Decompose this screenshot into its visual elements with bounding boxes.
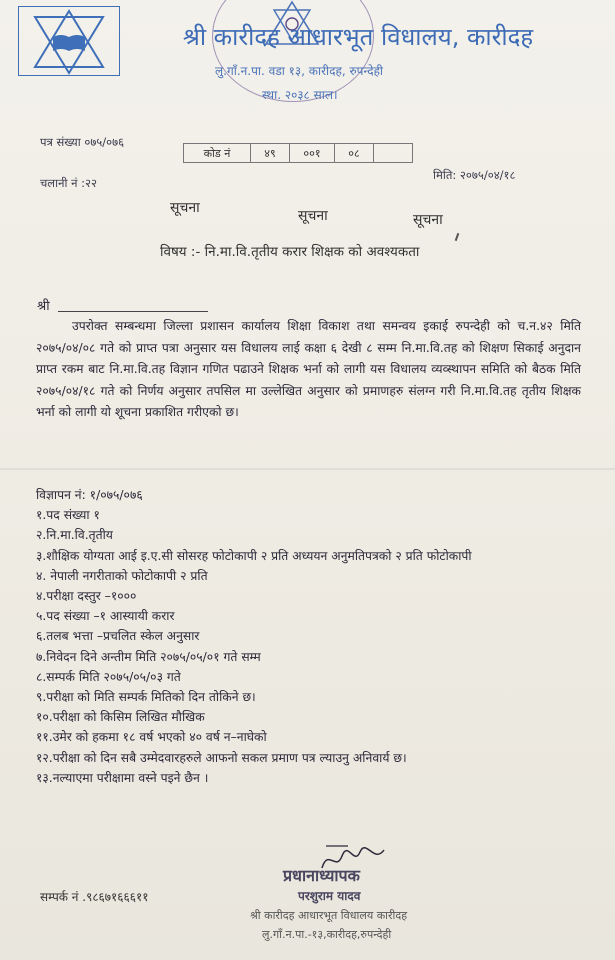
code-part: ४९ — [251, 144, 290, 162]
code-part — [374, 144, 412, 162]
list-item: ३.शौक्षिक योग्यता आई इ.ए.सी सोसरह फोटोकापी २ प्रति अध्ययन अनुमतिपत्रको २ प्रति फोटोकापी — [36, 548, 472, 563]
list-item: ९.परीक्षा को मिति सम्पर्क मितिको दिन तोकिने छ। — [36, 690, 256, 705]
established-year: स्था. २०३८ साल। — [262, 88, 338, 102]
letter-date: मिति: २०७५/०४/१८ — [433, 168, 516, 182]
requirements-list — [36, 485, 581, 788]
notice-heading: सूचना — [170, 200, 200, 216]
list-item: ४.परीक्षा दस्तुर –१००० — [36, 589, 137, 604]
dispatch-number: चलानी नं :२२ — [40, 176, 97, 190]
notice-heading: सूचना — [298, 208, 328, 224]
addressee: श्री — [37, 299, 50, 314]
list-item: ८.सम्पर्क मिति २०७५/०५/०३ गते — [36, 669, 181, 684]
book-star-icon — [19, 7, 119, 75]
list-item: ११.उमेर को हकमा १८ वर्ष भएको ४० वर्ष न–नाघेको — [36, 730, 267, 745]
letter-number: पत्र संख्या ०७५/०७६ — [40, 135, 125, 149]
school-logo — [18, 6, 120, 76]
body-paragraph — [36, 316, 581, 424]
list-item: २.नि.मा.वि.तृतीय — [36, 528, 113, 543]
body-text: उपरोक्त सम्बन्धमा जिल्ला प्रशासन कार्यालय शिक्षा विकाश तथा समन्वय इकाई रुपन्देही को च.न.४२ मिति २०७५/०४/०८ गते को प्राप्त पत्रा अनुसार यस विधालय लाई कक्षा ६ देखी ८ सम्म नि.मा.वि.तह को शिक्षण सिकाई अनुदान प्राप्त रकम बाट नि.मा.वि.तह विज्ञान गणित पढाउने शिक्षक भर्ना को लागी यस विधालय व्यव्स्थापन समिति को बैठक मिति २०७५/०४/१८ गते को निर्णय अनुसार तपसिल मा उल्लेखित अनुसार को प्रमाणहरु संलग्न गरी नि.मा.वि.तह तृतीय शिक्षक भर्ना को लागी यो शूचना प्रकाशित गरीएको छ। — [36, 319, 581, 419]
list-item: १३.नल्याएमा परीक्षामा वस्ने पइने छैन । — [36, 770, 209, 785]
signatory-address: लु.गाँ.न.पा.-१३,कारीदह,रुपन्देही — [262, 928, 392, 941]
code-label: कोड नं — [184, 144, 251, 162]
list-item: ५.पद संख्या –१ आस्यायी करार — [36, 609, 175, 624]
list-item: १०.परीक्षा को किसिम लिखित मौखिक — [36, 710, 205, 725]
list-item: ७.निवेदन दिने अन्तीम मिति २०७५/०५/०१ गते सम्म — [36, 649, 261, 664]
list-item: ६.तलब भत्ता –प्रचलित स्केल अनुसार — [36, 629, 200, 644]
school-name: श्री कारीदह आधारभूत विधालय, कारीदह — [182, 23, 534, 51]
list-item: १२.परीक्षा को दिन सबै उम्मेदवारहरुले आफनो सकल प्रमाण पत्र ल्याउनु अनिवार्य छ। — [36, 750, 407, 765]
notice-heading: सूचना — [413, 212, 443, 228]
contact-number: सम्पर्क नं .९८६७१६६६११ — [40, 890, 149, 904]
list-item: १.पद संख्या १ — [36, 508, 100, 523]
signatory-school: श्री कारीदह आधारभूत विधालय कारीदह — [250, 909, 408, 922]
code-number-box — [183, 143, 413, 163]
subject-line: विषय :- नि.मा.वि.तृतीय करार शिक्षक को अवश्यकता — [160, 244, 420, 260]
signatory-name: परशुराम यादव — [298, 889, 361, 903]
list-item: ४. नेपाली नगरीताको फोटोकापी २ प्रति — [36, 568, 208, 583]
code-part: ००१ — [290, 144, 335, 162]
signatory-title: प्रधानाध्यापक — [283, 866, 360, 885]
code-part: ०८ — [335, 144, 374, 162]
list-item: विज्ञापन नं: १/०७५/०७६ — [36, 488, 143, 502]
addressee-blank-line — [58, 311, 208, 312]
school-address: लु.गाँ.न.पा. वडा १३, कारीदह, रुपन्देही — [215, 64, 384, 78]
paper-crease — [0, 468, 615, 470]
